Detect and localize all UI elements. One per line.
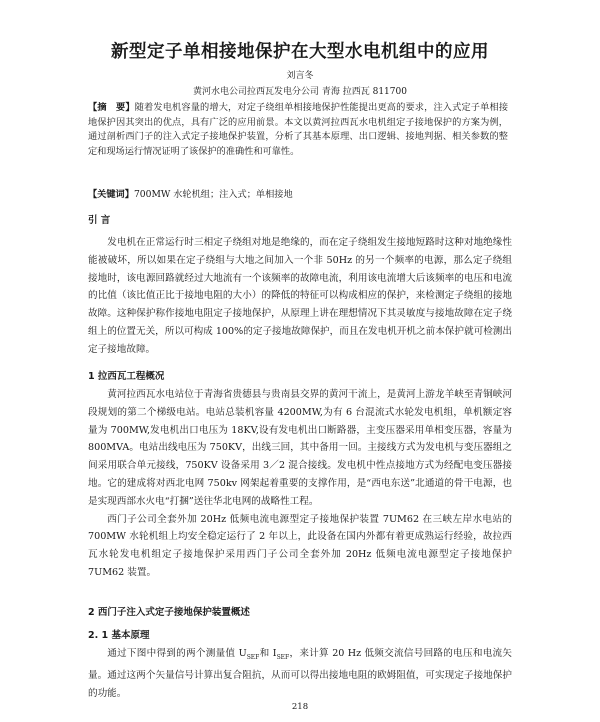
- keywords-text: 700MW 水轮机组；注入式；单相接地: [133, 189, 293, 200]
- s21-sub-i: SEF: [276, 653, 290, 661]
- paper-title: 新型定子单相接地保护在大型水电机组中的应用: [111, 42, 489, 62]
- page-number: 218: [291, 702, 309, 712]
- section-2-1: [88, 645, 512, 702]
- intro-paragraph: 发电机在正常运行时三相定子绕组对地是绝缘的，而在定子绕组发生接地短路时这种对地绝缘性能被破坏，所以如果在定子绕组与大地之间加入一个非 50Hz 的另一个频率的电源，那么定子绕组接地时，该电源回路就经过大地流有一个该频率的故障电流，利用该电流增大后该频率的电压和电流的比值（该比值正比于接地电阻的大小）的降低的特征可以构成相应的保护，来检测定子绕组的接地故障。这种保护称作接地电阻定子接地保护，从原理上讲在理想情况下其灵敏度与接地故障在定子绕组上的位置无关，所以可构成 100%的定子接地故障保护，而且在发电机开机之前本保护就可检测出定子接地故障。: [88, 237, 512, 355]
- keywords-label: 【关键词】: [88, 189, 134, 200]
- section-1: [88, 386, 512, 582]
- author-name: 刘言冬: [286, 71, 314, 81]
- section-2-heading: 2 西门子注入式定子接地保护装置概述: [88, 607, 250, 618]
- author-affiliation: 黄河水电公司拉西瓦发电分公司 青海 拉西瓦 811700: [193, 87, 407, 97]
- section-1-paragraph-1: 黄河拉西瓦水电站位于青海省贵德县与贵南县交界的黄河干流上，是黄河上游龙羊峡至青铜峡河段规划的第二个梯级电站。电站总装机容量 4200MW,为有 6 台混流式水轮发电机组，单机额定容量为 700MW,发电机出口电压为 18KV,设有发电机出口断路器，主变压器采用单相变压器，容量为 800MVA。电站出线电压为 750KV，出线三回，其中备用一回。主接线方式为发电机与变压器组之间采用联合单元接线，750KV 设备采用 3／2 混合接线。发电机中性点接地方式为经配电变压器接地。它的建成将对西北电网 750kv 网架起着重要的支撑作用，是“西电东送”北通道的骨干电源，也是实现西部水火电“打捆”送往华北电网的战略性工程。: [88, 389, 512, 507]
- s21-text-a: 通过下图中得到的两个测量值 U: [107, 648, 247, 659]
- s21-text-b: 和 I: [259, 648, 277, 659]
- section-1-heading: 1 拉西瓦工程概况: [88, 371, 165, 382]
- intro-heading: 引 言: [88, 215, 111, 226]
- section-2-1-paragraph: [88, 645, 512, 702]
- abstract-label: 【摘 要】: [88, 102, 135, 113]
- section-1-paragraph-2: 西门子公司全套外加 20Hz 低频电流电源型定子接地保护装置 7UM62 在三峡左岸水电站的 700MW 水轮机组上均安全稳定运行了 2 年以上，此设备在国内外都有着更成熟运行经验，故拉西瓦水轮发电机组定子接地保护采用西门子公司全套外加 20Hz 低频电流电源型定子接地保护 7UM62 装置。: [88, 513, 512, 578]
- abstract: [88, 101, 508, 159]
- keywords: [88, 186, 508, 200]
- abstract-text: 随着发电机容量的增大，对定子绕组单相接地保护性能提出更高的要求，注入式定子单相接地保护因其突出的优点，具有广泛的应用前景。本文以黄河拉西瓦水电机组定子接地保护的方案为例，通过剖析西门子的注入式定子接地保护装置，分析了其基本原理、出口逻辑、接地判据、相关参数的整定和现场运行情况证明了该保护的准确性和可靠性。: [88, 102, 509, 157]
- s21-sub-u: SEF: [246, 653, 260, 661]
- intro-section: [88, 234, 512, 359]
- s21-text-c: ，来计算 20 Hz 低频交流信号回路的电压和电流矢量。通过这两个矢量信号计算出复合阻抗，从而可以得出接地电阻的欧姆阻值，可实现定子接地保护的功能。: [88, 648, 512, 699]
- section-2-1-heading: 2. 1 基本原理: [88, 630, 150, 641]
